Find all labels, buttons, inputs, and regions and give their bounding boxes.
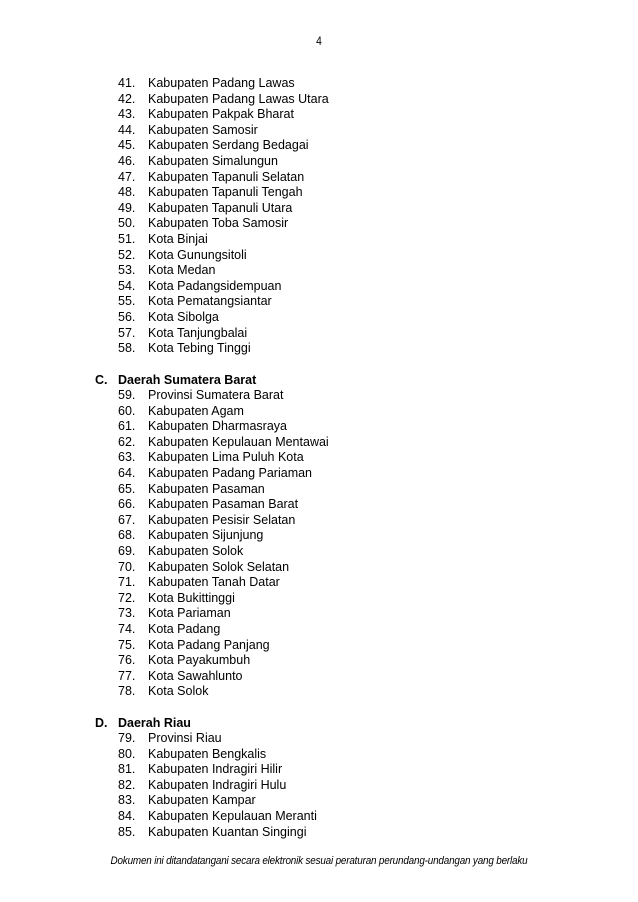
item-name: Kabupaten Tanah Datar [148, 575, 280, 590]
item-name: Kabupaten Solok [148, 543, 244, 558]
item-name: Kabupaten Kampar [148, 793, 256, 808]
list-item [118, 310, 329, 326]
list-item [118, 170, 329, 186]
item-name: Kota Bukittinggi [148, 590, 235, 605]
item-number: 84. [118, 808, 136, 823]
item-name: Kabupaten Samosir [148, 122, 258, 137]
item-number: 67. [118, 512, 136, 527]
item-name: Kabupaten Solok Selatan [148, 559, 290, 574]
list-item [118, 107, 329, 123]
item-name: Kota Payakumbuh [148, 653, 251, 668]
list-item [118, 419, 329, 435]
item-name: Kabupaten Pakpak Bharat [148, 107, 294, 122]
list-item [118, 747, 317, 763]
item-number: 64. [118, 465, 136, 480]
item-name: Kabupaten Tapanuli Tengah [148, 185, 303, 200]
list-item [118, 466, 329, 482]
item-number: 44. [118, 122, 136, 137]
item-number: 74. [118, 621, 136, 636]
list-item [118, 497, 329, 513]
list-item [118, 731, 317, 747]
list-item [118, 76, 329, 92]
section-heading-sumatera-barat [95, 372, 256, 388]
item-number: 68. [118, 528, 136, 543]
item-name: Kabupaten Sijunjung [148, 528, 264, 543]
list-item [118, 544, 329, 560]
item-name: Kabupaten Tapanuli Selatan [148, 169, 305, 184]
item-name: Kabupaten Kuantan Singingi [148, 824, 307, 839]
section-letter: D. [95, 716, 108, 730]
item-name: Kota Padangsidempuan [148, 278, 282, 293]
item-name: Kabupaten Indragiri Hulu [148, 777, 287, 792]
item-number: 63. [118, 450, 136, 465]
item-number: 57. [118, 325, 136, 340]
item-number: 60. [118, 403, 136, 418]
region-list-sumatera-utara [118, 76, 329, 357]
item-number: 59. [118, 388, 136, 402]
item-name: Kabupaten Serdang Bedagai [148, 138, 309, 153]
item-number: 56. [118, 309, 136, 324]
list-item [118, 388, 329, 404]
item-number: 54. [118, 278, 136, 293]
item-name: Kabupaten Pasaman [148, 481, 265, 496]
item-number: 42. [118, 91, 136, 106]
list-item [118, 326, 329, 342]
item-number: 41. [118, 76, 136, 90]
item-number: 46. [118, 153, 136, 168]
section-title: Daerah Riau [118, 716, 191, 730]
item-number: 50. [118, 216, 136, 231]
list-item [118, 591, 329, 607]
item-name: Kabupaten Bengkalis [148, 746, 267, 761]
list-item [118, 482, 329, 498]
item-name: Kota Solok [148, 684, 209, 699]
list-item [118, 201, 329, 217]
item-name: Kota Sibolga [148, 309, 219, 324]
list-item [118, 638, 329, 654]
item-name: Kota Binjai [148, 231, 208, 246]
item-number: 45. [118, 138, 136, 153]
list-item [118, 92, 329, 108]
list-item [118, 684, 329, 700]
item-name: Kabupaten Padang Lawas Utara [148, 91, 329, 106]
item-name: Kota Gunungsitoli [148, 247, 247, 262]
item-number: 71. [118, 575, 136, 590]
item-number: 65. [118, 481, 136, 496]
item-name: Kabupaten Agam [148, 403, 244, 418]
item-number: 76. [118, 653, 136, 668]
item-number: 52. [118, 247, 136, 262]
list-item [118, 232, 329, 248]
list-item [118, 294, 329, 310]
list-item [118, 762, 317, 778]
item-number: 43. [118, 107, 136, 122]
item-name: Kabupaten Pesisir Selatan [148, 512, 296, 527]
list-item [118, 123, 329, 139]
list-item [118, 778, 317, 794]
list-item [118, 404, 329, 420]
item-name: Kota Medan [148, 263, 216, 278]
item-number: 77. [118, 668, 136, 683]
list-item [118, 825, 317, 841]
region-list-sumatera-barat [118, 388, 329, 700]
footer-disclaimer: Dokumen ini ditandatangani secara elektronik sesuai peraturan perundang-undangan yang berlaku [110, 855, 528, 867]
list-item [118, 154, 329, 170]
list-item [118, 669, 329, 685]
list-item [118, 450, 329, 466]
item-number: 62. [118, 434, 136, 449]
list-item [118, 622, 329, 638]
list-item [118, 528, 329, 544]
item-name: Kota Tanjungbalai [148, 325, 248, 340]
item-number: 55. [118, 294, 136, 309]
item-name: Kabupaten Padang Lawas [148, 76, 295, 90]
item-number: 66. [118, 497, 136, 512]
list-item [118, 575, 329, 591]
item-name: Kabupaten Kepulauan Mentawai [148, 434, 329, 449]
list-item [118, 606, 329, 622]
item-name: Kabupaten Kepulauan Meranti [148, 808, 317, 823]
region-list-riau [118, 731, 317, 840]
item-number: 49. [118, 200, 136, 215]
list-item [118, 560, 329, 576]
section-letter: C. [95, 373, 108, 387]
item-name: Kabupaten Pasaman Barat [148, 497, 299, 512]
item-name: Kabupaten Tapanuli Utara [148, 200, 293, 215]
item-name: Provinsi Sumatera Barat [148, 388, 284, 402]
item-number: 47. [118, 169, 136, 184]
item-number: 70. [118, 559, 136, 574]
item-number: 73. [118, 606, 136, 621]
item-number: 79. [118, 731, 136, 745]
item-number: 61. [118, 419, 136, 434]
list-item [118, 653, 329, 669]
item-number: 48. [118, 185, 136, 200]
list-item [118, 809, 317, 825]
item-name: Kabupaten Toba Samosir [148, 216, 289, 231]
item-name: Kabupaten Lima Puluh Kota [148, 450, 304, 465]
item-name: Kota Tebing Tinggi [148, 341, 251, 356]
item-name: Kota Padang [148, 621, 221, 636]
list-item [118, 793, 317, 809]
item-number: 78. [118, 684, 136, 699]
item-name: Kabupaten Padang Pariaman [148, 465, 313, 480]
item-number: 80. [118, 746, 136, 761]
item-name: Kabupaten Dharmasraya [148, 419, 287, 434]
list-item [118, 435, 329, 451]
item-number: 81. [118, 762, 136, 777]
list-item [118, 279, 329, 295]
item-name: Kota Sawahlunto [148, 668, 243, 683]
section-heading-riau [95, 715, 191, 731]
item-name: Kota Padang Panjang [148, 637, 270, 652]
item-name: Kabupaten Simalungun [148, 153, 278, 168]
list-item [118, 341, 329, 357]
item-number: 69. [118, 543, 136, 558]
item-number: 82. [118, 777, 136, 792]
list-item [118, 513, 329, 529]
item-name: Kota Pematangsiantar [148, 294, 272, 309]
page-number: 4 [316, 34, 322, 48]
item-number: 72. [118, 590, 136, 605]
list-item [118, 263, 329, 279]
item-number: 85. [118, 824, 136, 839]
item-number: 83. [118, 793, 136, 808]
item-number: 75. [118, 637, 136, 652]
item-name: Kota Pariaman [148, 606, 231, 621]
list-item [118, 138, 329, 154]
item-name: Kabupaten Indragiri Hilir [148, 762, 283, 777]
item-number: 58. [118, 341, 136, 356]
section-title: Daerah Sumatera Barat [118, 373, 257, 387]
list-item [118, 248, 329, 264]
item-number: 51. [118, 231, 136, 246]
item-number: 53. [118, 263, 136, 278]
item-name: Provinsi Riau [148, 731, 222, 745]
list-item [118, 216, 329, 232]
list-item [118, 185, 329, 201]
